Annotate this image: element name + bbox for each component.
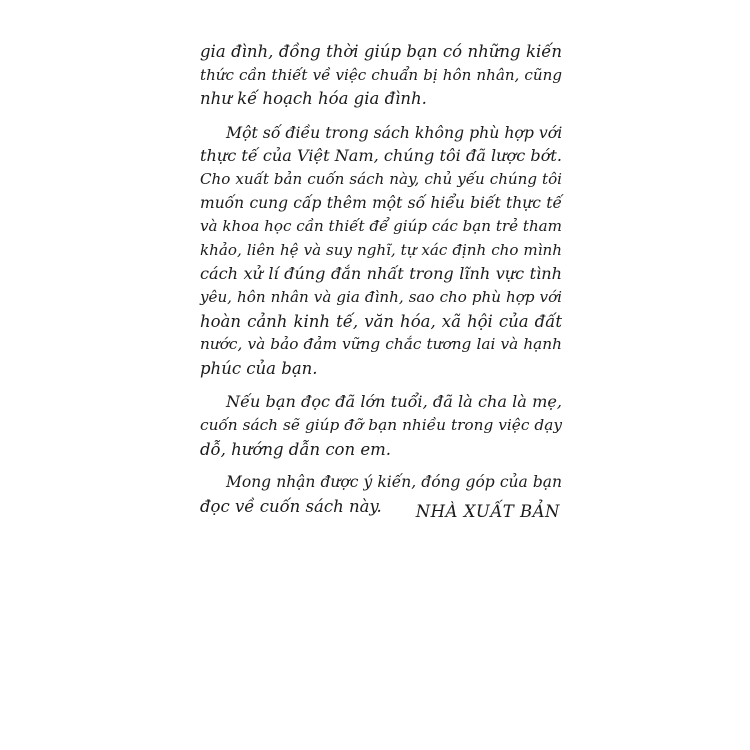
- text-line: muốn cung cấp thêm một số hiểu biết thực tế: [200, 193, 562, 212]
- text-line: Một số điều trong sách không phù hợp với: [226, 122, 563, 142]
- text-line: Nếu bạn đọc đã lớn tuổi, đã là cha là mẹ,: [226, 392, 562, 412]
- paragraph: [200, 121, 562, 381]
- text-line: yêu, hôn nhân và gia đình, sao cho phù hợp với: [200, 287, 562, 306]
- publisher-signature: NHÀ XUẤT BẢN: [415, 502, 560, 521]
- text-line: cách xử lí đúng đắn nhất trong lĩnh vực tình: [200, 264, 562, 284]
- text-line: nước, và bảo đảm vững chắc tương lai và hạnh: [200, 335, 562, 354]
- paragraph: [200, 390, 562, 461]
- body-text: [200, 40, 562, 528]
- text-line: đọc về cuốn sách này.: [200, 496, 382, 516]
- paragraph: [200, 40, 562, 111]
- text-line: hoàn cảnh kinh tế, văn hóa, xã hội của đất: [200, 311, 562, 331]
- text-line: dỗ, hướng dẫn con em.: [200, 439, 392, 459]
- text-line: gia đình, đồng thời giúp bạn có những kiến: [200, 42, 562, 61]
- text-line: cuốn sách sẽ giúp đỡ bạn nhiều trong việc dạy: [200, 415, 562, 434]
- text-line: Cho xuất bản cuốn sách này, chủ yếu chúng tôi: [200, 169, 562, 188]
- text-line: thức cần thiết về việc chuẩn bị hôn nhân, cũng: [200, 65, 562, 84]
- text-line: khảo, liên hệ và suy nghĩ, tự xác định cho mình: [200, 240, 562, 259]
- text-line: thực tế của Việt Nam, chúng tôi đã lược bớt.: [200, 146, 562, 166]
- text-line: phúc của bạn.: [200, 358, 318, 378]
- text-line: Mong nhận được ý kiến, đóng góp của bạn: [226, 473, 562, 492]
- text-line: như kế hoạch hóa gia đình.: [200, 89, 427, 109]
- text-line: và khoa học cần thiết để giúp các bạn trẻ tham: [200, 217, 562, 236]
